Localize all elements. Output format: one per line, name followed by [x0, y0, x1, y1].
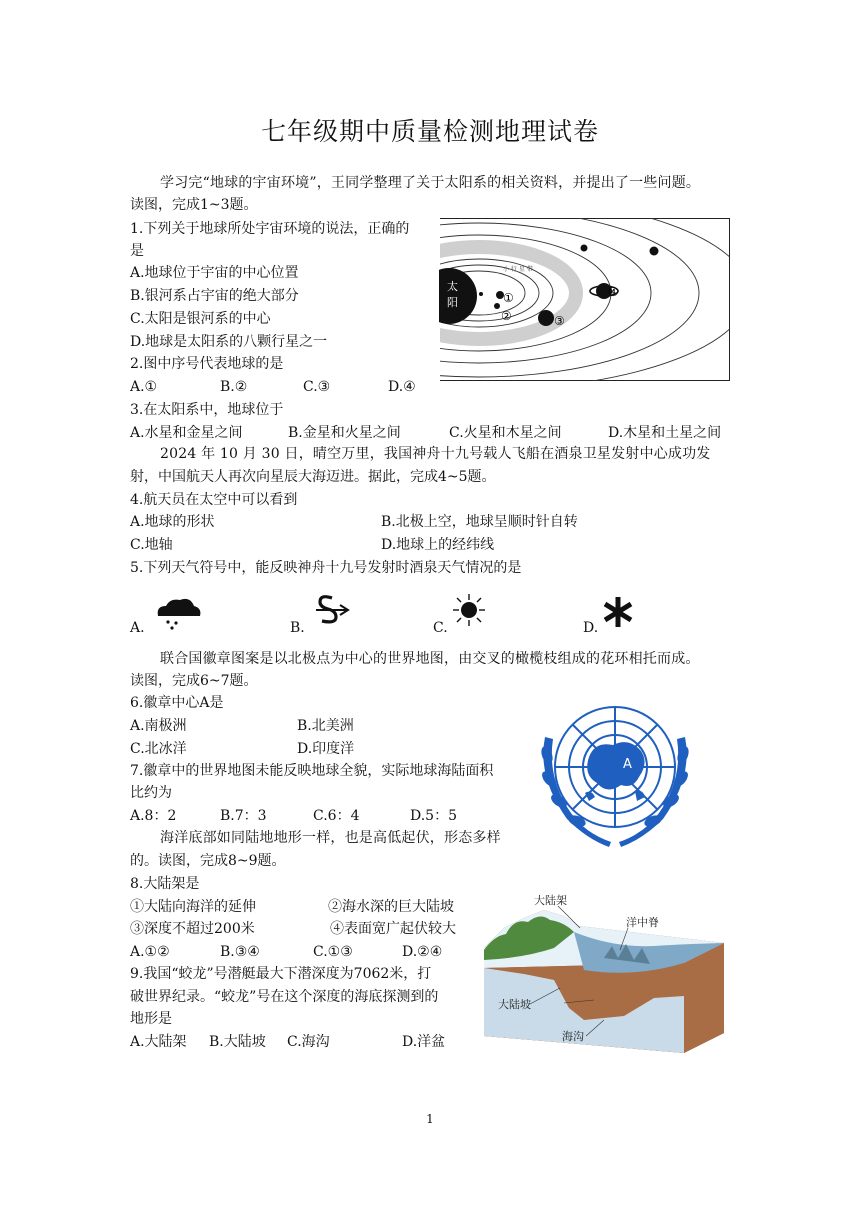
q4-option-b: B.北极上空，地球呈顺时针自转: [381, 514, 578, 530]
q5-option-a: A.: [130, 620, 145, 636]
label-continental-shelf: 大陆架: [534, 894, 567, 907]
q2-option-a: A.①: [130, 379, 158, 395]
snow-weather-icon: [598, 594, 638, 630]
q2-option-b: B.②: [220, 379, 248, 395]
label-ocean-trench: 海沟: [562, 1030, 584, 1043]
intro-4-line-1: 海洋底部如同陆地地形一样，也是高低起伏，形态多样: [160, 830, 501, 846]
q7-option-c: C.6：4: [313, 808, 360, 824]
un-emblem-figure: [537, 697, 693, 853]
q2-option-d: D.④: [388, 379, 416, 395]
q4-option-c: C.地轴: [130, 537, 173, 553]
q3-option-a: A.水星和金星之间: [130, 425, 243, 441]
q3-stem: 3.在太阳系中，地球位于: [130, 402, 284, 418]
q9-option-c: C.海沟: [287, 1034, 330, 1050]
q8-item-2: ②海水深的巨大陆坡: [328, 899, 454, 915]
intro-2-line-1: 2024 年 10 月 30 日，晴空万里，我国神舟十九号载人飞船在酒泉卫星发射中心成功发: [160, 446, 711, 462]
q8-option-a: A.①②: [130, 944, 170, 960]
q4-option-a: A.地球的形状: [130, 514, 215, 530]
asteroid-belt-label: 小 行 星 带: [503, 266, 533, 273]
label-continental-slope: 大陆坡: [498, 998, 531, 1011]
q3-option-d: D.木星和土星之间: [608, 425, 722, 441]
q7-option-a: A.8：2: [130, 808, 177, 824]
label-mid-ocean-ridge: 洋中脊: [626, 916, 659, 929]
q2-option-c: C.③: [303, 379, 331, 395]
q9-stem-cont: 破世界纪录。“蛟龙”号在这个深度的海底探测到的: [130, 989, 439, 1005]
q6-stem: 6.徽章中心A是: [130, 695, 224, 711]
intro-3-line-1: 联合国徽章图案是以北极点为中心的世界地图，由交叉的橄榄枝组成的花环相托而成。: [160, 651, 700, 667]
q8-option-b: B.③④: [220, 944, 260, 960]
q5-stem: 5.下列天气符号中，能反映神舟十九号发射时酒泉天气情况的是: [130, 560, 522, 576]
q4-option-d: D.地球上的经纬线: [381, 537, 495, 553]
q5-option-b: B.: [290, 620, 305, 636]
q6-option-c: C.北冰洋: [130, 741, 187, 757]
jupiter-icon: [538, 310, 554, 326]
q1-stem: 1.下列关于地球所处宇宙环境的说法，正确的: [130, 221, 410, 237]
neptune-icon: [581, 245, 588, 252]
q6-option-b: B.北美洲: [297, 718, 354, 734]
q8-item-4: ④表面宽广起伏较大: [330, 921, 456, 937]
q8-item-3: ③深度不超过200米: [130, 921, 255, 937]
mercury-icon: [479, 292, 483, 296]
intro-4-line-2: 的。读图，完成8~9题。: [130, 853, 286, 869]
label-2: ②: [501, 309, 512, 323]
label-1: ①: [503, 291, 514, 305]
q9-option-b: B.大陆坡: [209, 1034, 266, 1050]
q7-option-d: D.5：5: [410, 808, 457, 824]
q7-option-b: B.7：3: [220, 808, 267, 824]
seabed-figure: [484, 888, 724, 1058]
q3-option-b: B.金星和火星之间: [288, 425, 401, 441]
label-3: ③: [554, 314, 565, 328]
q5-option-d: D.: [583, 620, 599, 636]
q6-option-a: A.南极洲: [130, 718, 187, 734]
page-number: 1: [426, 1112, 434, 1126]
sun-label-1: 太: [447, 280, 458, 293]
q1-stem-cont: 是: [130, 243, 144, 259]
solar-system-figure: [439, 218, 730, 381]
q2-stem: 2.图中序号代表地球的是: [130, 356, 284, 372]
q6-option-d: D.印度洋: [297, 741, 355, 757]
q1-option-c: C.太阳是银河系的中心: [130, 311, 271, 327]
sun-label-2: 阳: [447, 296, 458, 309]
q9-stem: 9.我国“蛟龙”号潜艇最大下潜深度为7062米，打: [130, 966, 432, 982]
q3-option-c: C.火星和木星之间: [449, 425, 562, 441]
intro-3-line-2: 读图，完成6~7题。: [130, 673, 258, 689]
rain-snow-weather-icon: [152, 594, 204, 630]
uranus-icon: [650, 247, 659, 256]
q9-stem-cont-2: 地形是: [130, 1011, 172, 1027]
label-4: ④: [608, 285, 619, 299]
q8-option-c: C.①③: [313, 944, 353, 960]
q1-option-d: D.地球是太阳系的八颗行星之一: [130, 334, 328, 350]
q1-option-b: B.银河系占宇宙的绝大部分: [130, 288, 299, 304]
q8-option-d: D.②④: [402, 944, 443, 960]
page-title: 七年级期中质量检测地理试卷: [260, 117, 599, 146]
intro-2-line-2: 射，中国航天人再次向星辰大海迈进。据此，完成4~5题。: [130, 469, 496, 485]
q4-stem: 4.航天员在太空中可以看到: [130, 492, 298, 508]
q7-stem-cont: 比约为: [130, 785, 172, 801]
q8-stem: 8.大陆架是: [130, 876, 200, 892]
q9-option-a: A.大陆架: [130, 1034, 187, 1050]
intro-1-line-1: 学习完“地球的宇宙环境”，王同学整理了关于太阳系的相关资料，并提出了一些问题。: [160, 175, 701, 191]
q8-item-1: ①大陆向海洋的延伸: [130, 899, 256, 915]
q9-option-d: D.洋盆: [402, 1034, 446, 1050]
intro-1-line-2: 读图，完成1~3题。: [130, 197, 258, 213]
q5-option-c: C.: [433, 620, 448, 636]
q1-option-a: A.地球位于宇宙的中心位置: [130, 265, 299, 281]
emblem-center-label: A: [623, 757, 632, 772]
venus-icon: [494, 303, 500, 309]
sunny-weather-icon: [450, 592, 488, 628]
q7-stem: 7.徽章中的世界地图未能反映地球全貌，实际地球海陆面积: [130, 763, 494, 779]
mars-icon: [472, 290, 475, 293]
sandstorm-weather-icon: [312, 592, 352, 628]
